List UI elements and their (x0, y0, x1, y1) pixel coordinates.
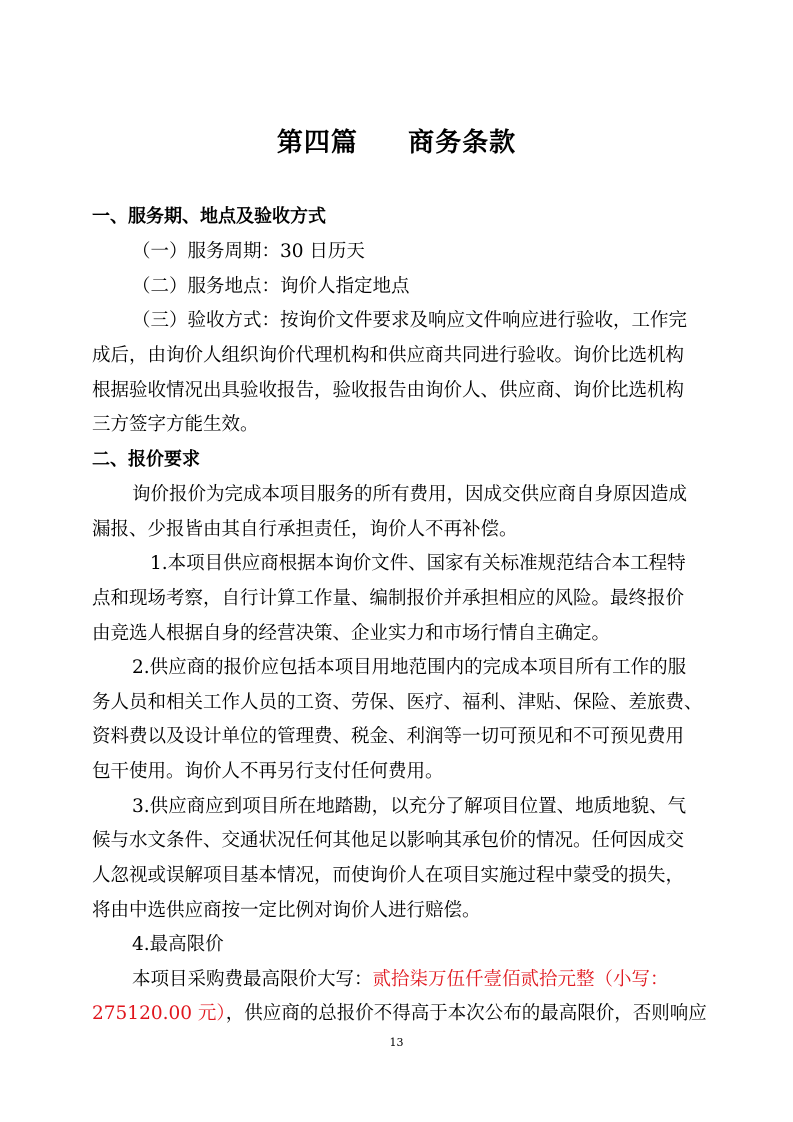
section-2-heading: 二、报价要求 (92, 449, 200, 470)
p2-line-2: 务人员和相关工作人员的工资、劳保、医疗、福利、津贴、保险、差旅费、 (92, 692, 703, 713)
p3-line-1: 3.供应商应到项目所在地踏勘，以充分了解项目位置、地质地貌、气 (132, 796, 687, 817)
price-cap-rest: ，供应商的总报价不得高于本次公布的最高限价，否则响应 (225, 1003, 707, 1024)
p3-line-2: 候与水文条件、交通状况任何其他足以影响其承包价的情况。任何因成交 (92, 830, 685, 851)
price-cap-amount-number: 275120.00 元） (92, 1003, 226, 1024)
price-cap-line-1 (132, 965, 669, 991)
p1-line-2: 点和现场考察，自行计算工作量、编制报价并承担相应的风险。最终报价 (92, 588, 685, 609)
intro-line-2: 漏报、少报皆由其自行承担责任，询价人不再补偿。 (92, 519, 518, 540)
price-cap-amount-words: 贰拾柒万伍仟壹佰贰拾元整（小写： (372, 969, 669, 990)
page-title: 第四篇 商务条款 (276, 128, 517, 158)
section-1-heading: 一、服务期、地点及验收方式 (92, 206, 326, 227)
p1-line-3: 由竞选人根据自身的经营决策、企业实力和市场行情自主确定。 (92, 623, 611, 644)
p2-line-3: 资料费以及设计单位的管理费、税金、利润等一切可预见和不可预见费用 (92, 726, 685, 747)
p2-line-4: 包干使用。询价人不再另行支付任何费用。 (92, 761, 444, 782)
price-cap-line-2 (92, 999, 707, 1025)
service-location: （二）服务地点：询价人指定地点 (132, 276, 410, 297)
p1-line-1: 1.本项目供应商根据本询价文件、国家有关标准规范结合本工程特 (150, 553, 686, 574)
service-period: （一）服务周期：30 日历天 (132, 241, 365, 262)
p3-line-4: 将由中选供应商按一定比例对询价人进行赔偿。 (92, 900, 481, 921)
p2-line-1: 2.供应商的报价应包括本项目用地范围内的完成本项目所有工作的服 (132, 657, 687, 678)
intro-line-1: 询价报价为完成本项目服务的所有费用，因成交供应商自身原因造成 (132, 484, 688, 505)
acceptance-line-3: 根据验收情况出具验收报告，验收报告由询价人、供应商、询价比选机构 (92, 380, 685, 401)
page-number: 13 (389, 1036, 404, 1049)
acceptance-line-4: 三方签字方能生效。 (92, 414, 259, 435)
acceptance-line-1: （三）验收方式：按询价文件要求及响应文件响应进行验收，工作完 (132, 310, 688, 331)
acceptance-line-2: 成后，由询价人组织询价代理机构和供应商共同进行验收。询价比选机构 (92, 345, 685, 366)
price-cap-heading: 4.最高限价 (132, 934, 224, 955)
p3-line-3: 人忽视或误解项目基本情况，而使询价人在项目实施过程中蒙受的损失， (92, 865, 685, 886)
price-cap-prefix: 本项目采购费最高限价大写： (132, 969, 373, 990)
